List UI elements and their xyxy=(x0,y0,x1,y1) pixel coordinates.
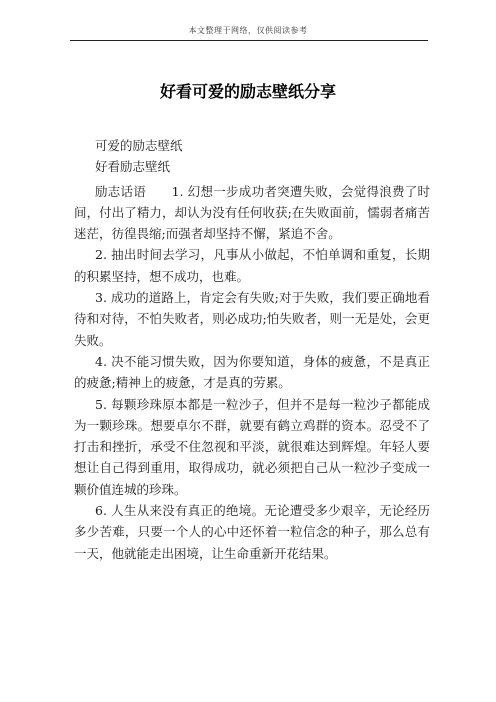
header-note: 本文整理于网络，仅供阅读参考 xyxy=(188,26,308,35)
paragraph-quote-2: 2. 抽出时间去学习，凡事从小做起，不怕单调和重复，长期的积累坚持，想不成功，也难。 xyxy=(74,247,430,284)
paragraph-subtitle-1: 可爱的励志壁纸 xyxy=(95,138,183,153)
paragraph-subtitle-2: 好看励志壁纸 xyxy=(95,159,171,175)
paragraph-quote-3: 3. 成功的道路上，肯定会有失败;对于失败，我们要正确地看待和对待，不怕失败者，则必成功;怕失败者，则一无是处，会更失败。 xyxy=(74,290,430,348)
document-title: 好看可爱的励志壁纸分享 xyxy=(159,82,336,101)
paragraph-quote-6: 6. 人生从来没有真正的绝境。无论遭受多少艰辛，无论经历多少苦难，只要一个人的心中还怀着一粒信念的种子，那么总有一天，他就能走出困境，让生命重新开花结果。 xyxy=(74,503,430,561)
paragraph-quote-1: 励志话语 1. 幻想一步成功者突遭失败，会觉得浪费了时间，付出了精力，却认为没有任何收获;在失败面前，懦弱者痛苦迷茫，彷徨畏缩;而强者却坚持不懈，紧追不舍。 xyxy=(74,183,430,242)
document-body xyxy=(74,135,430,564)
paragraph-quote-5: 5. 每颗珍珠原本都是一粒沙子，但并不是每一粒沙子都能成为一颗珍珠。想要卓尔不群，就要有鹤立鸡群的资本。忍受不了打击和挫折，承受不住忽视和平淡，就很难达到辉煌。年轻人要想让自己得到重用，取得成功，就必须把自己从一粒沙子变成一颗价值连城的珍珠。 xyxy=(74,396,430,497)
header-divider xyxy=(70,40,428,41)
paragraph-quote-4: 4. 决不能习惯失败，因为你要知道，身体的疲惫，不是真正的疲惫;精神上的疲惫，才是真的劳累。 xyxy=(74,353,430,391)
